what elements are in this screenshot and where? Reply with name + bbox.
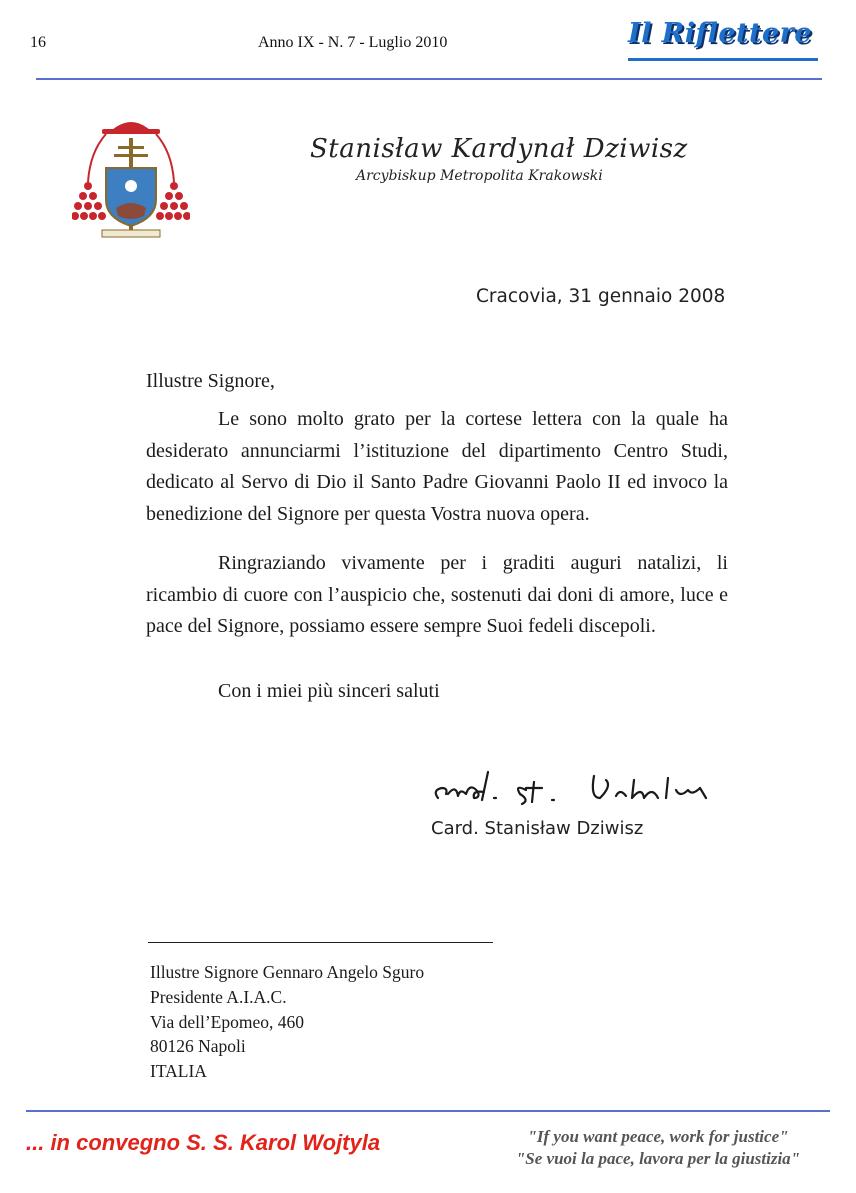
recipient-address <box>150 960 424 1084</box>
page-number: 16 <box>30 34 46 51</box>
salutation: Illustre Signore, <box>146 370 275 392</box>
address-line: 80126 Napoli <box>150 1036 246 1057</box>
signer-name: Card. Stanisław Dziwisz <box>431 818 644 839</box>
address-line: ITALIA <box>150 1061 207 1082</box>
body-paragraph-1: Le sono molto grato per la cortese lettera con la quale ha desiderato annunciarmi l’istituzione del dipartimento Centro Studi, dedicato al Servo di Dio il Santo Padre Giovanni Paolo II ed invoco la benedizione del Signore per questa Vostra nuova opera. <box>146 408 728 525</box>
address-line: Presidente A.I.A.C. <box>150 986 287 1007</box>
coat-of-arms-icon <box>72 112 190 248</box>
handwritten-signature <box>430 768 730 816</box>
logo-underline <box>628 58 818 61</box>
issue-info: Anno IX - N. 7 - Luglio 2010 <box>258 34 448 51</box>
sender-title: Arcybiskup Metropolita Krakowski <box>356 168 603 184</box>
footer-event-text: ... in convegno S. S. Karol Wojtyla <box>26 1130 381 1155</box>
address-line: Via dell’Epomeo, 460 <box>150 1011 304 1032</box>
quote-english: "If you want peace, work for justice" <box>527 1127 789 1146</box>
address-line: Illustre Signore Gennaro Angelo Sguro <box>150 962 425 982</box>
sender-name: Stanisław Kardynał Dziwisz <box>310 134 688 164</box>
letter-date: Cracovia, 31 gennaio 2008 <box>476 286 726 307</box>
header-divider <box>36 78 822 80</box>
magazine-logo <box>628 18 824 68</box>
footer-divider <box>26 1110 830 1112</box>
quote-italian: "Se vuoi la pace, lavora per la giustizia" <box>515 1149 801 1168</box>
address-divider <box>148 942 493 943</box>
footer-quotes <box>488 1126 828 1170</box>
body-paragraph-2: Ringraziando vivamente per i graditi auguri natalizi, li ricambio di cuore con l’auspicio che, sostenuti dai doni di amore, luce e pace del Signore, possiamo essere sempre Suoi fedeli discepoli. <box>146 552 728 637</box>
logo-text: Il Riflettere <box>628 18 813 49</box>
closing: Con i miei più sinceri saluti <box>218 680 440 702</box>
